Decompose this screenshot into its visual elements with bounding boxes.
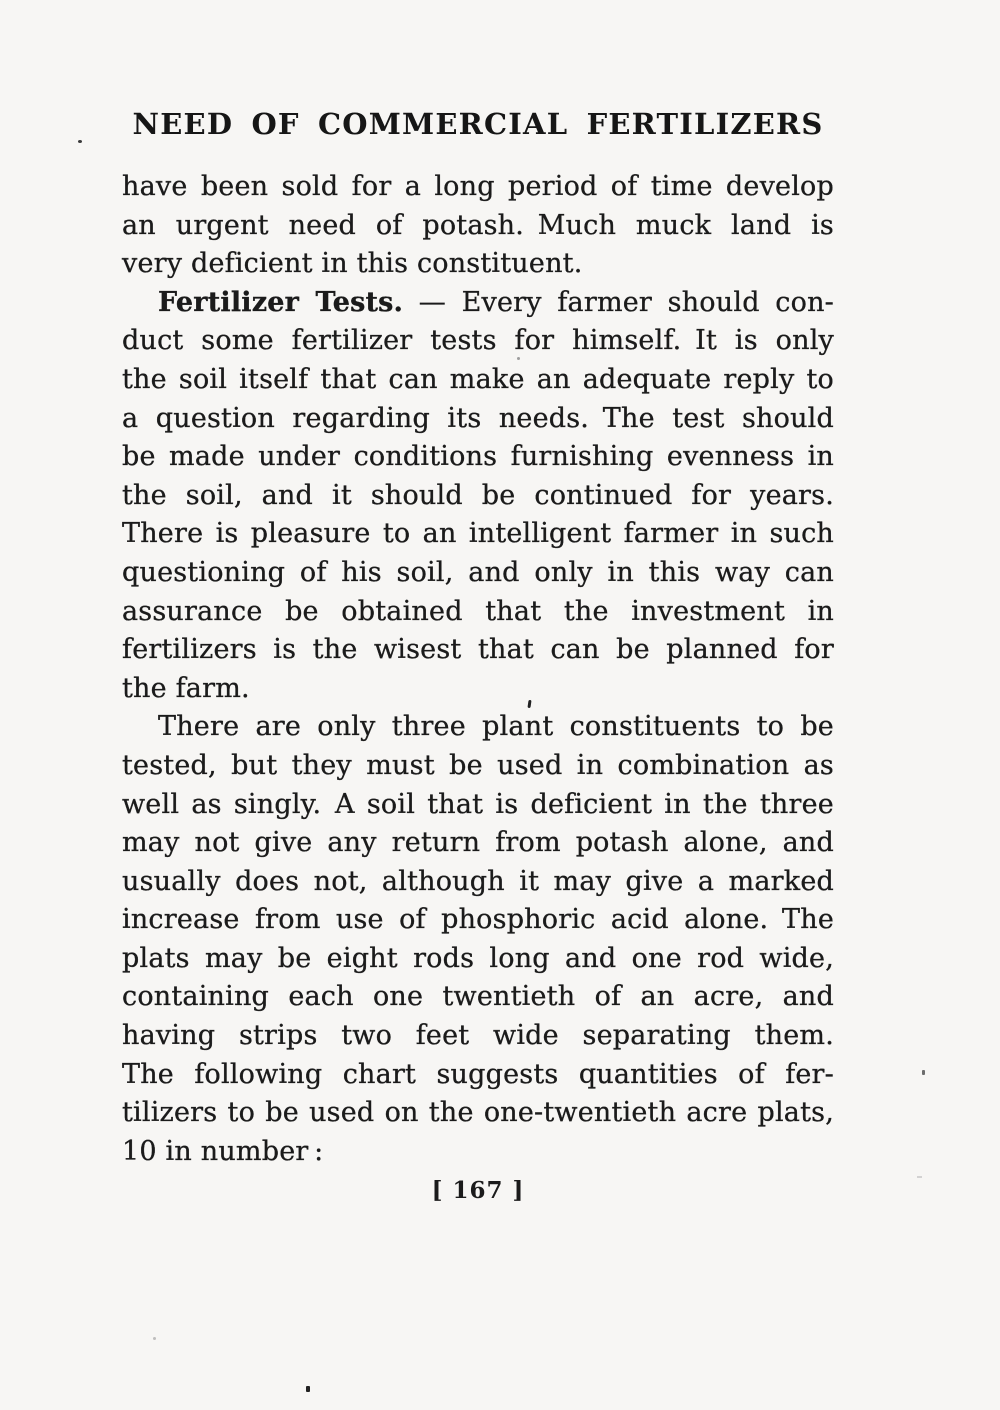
text-line: very deficient in this constituent.	[122, 248, 583, 280]
text-line: may not give any return from potash alone, and	[122, 827, 834, 859]
text-line: usually does not, although it may give a marked	[122, 865, 834, 897]
text-line: tested, but they must be used in combination as	[122, 749, 834, 781]
text-line: have been sold for a long period of time develop	[122, 171, 834, 202]
text-line: assurance be obtained that the investment in	[122, 595, 834, 627]
text-run: — Every farmer should con-	[403, 286, 834, 318]
scan-speck	[306, 1386, 310, 1392]
text-line: plats may be eight rods long and one rod wide,	[122, 942, 834, 974]
text-line: There is pleasure to an intelligent farmer in such	[122, 518, 834, 550]
text-line: a question regarding its needs. The test should	[122, 402, 834, 434]
text-line: duct some fertilizer tests for himself. It is only	[122, 325, 834, 357]
scan-speck	[917, 1176, 922, 1178]
text-line: an urgent need of potash. Much muck land is	[122, 209, 834, 241]
scan-speck	[922, 1070, 925, 1075]
text-line: There are only three plant constituents to be	[158, 711, 834, 743]
text-line: tilizers to be used on the one-twentieth acre plats,	[122, 1097, 834, 1129]
text-line: questioning of his soil, and only in this way can	[122, 556, 834, 588]
text-line: having strips two feet wide separating them.	[122, 1020, 834, 1052]
page-number: [ 167 ]	[431, 1177, 525, 1205]
body-text	[122, 168, 834, 1171]
text-line: The following chart suggests quantities of fer-	[122, 1058, 834, 1090]
text-line: the farm.	[122, 672, 250, 704]
scan-speck	[517, 357, 520, 360]
page-title: NEED OF COMMERCIAL FERTILIZERS	[132, 107, 824, 141]
text-line: the soil itself that can make an adequate reply to	[122, 363, 834, 395]
page-content	[122, 104, 834, 1210]
scan-speck	[153, 1337, 156, 1340]
scan-speck	[78, 140, 82, 143]
paragraph-lead: Fertilizer Tests.	[158, 286, 404, 318]
text-line: 10 in number :	[122, 1135, 324, 1167]
text-line: the soil, and it should be continued for years.	[122, 479, 834, 511]
text-line: be made under conditions furnishing evenness in	[122, 441, 834, 473]
text-line: containing each one twentieth of an acre, and	[122, 981, 834, 1013]
text-line: fertilizers is the wisest that can be planned for	[122, 634, 834, 666]
text-line: well as singly. A soil that is deficient in the three	[122, 788, 834, 820]
text-line	[122, 284, 834, 323]
text-line: increase from use of phosphoric acid alone. The	[122, 904, 834, 936]
